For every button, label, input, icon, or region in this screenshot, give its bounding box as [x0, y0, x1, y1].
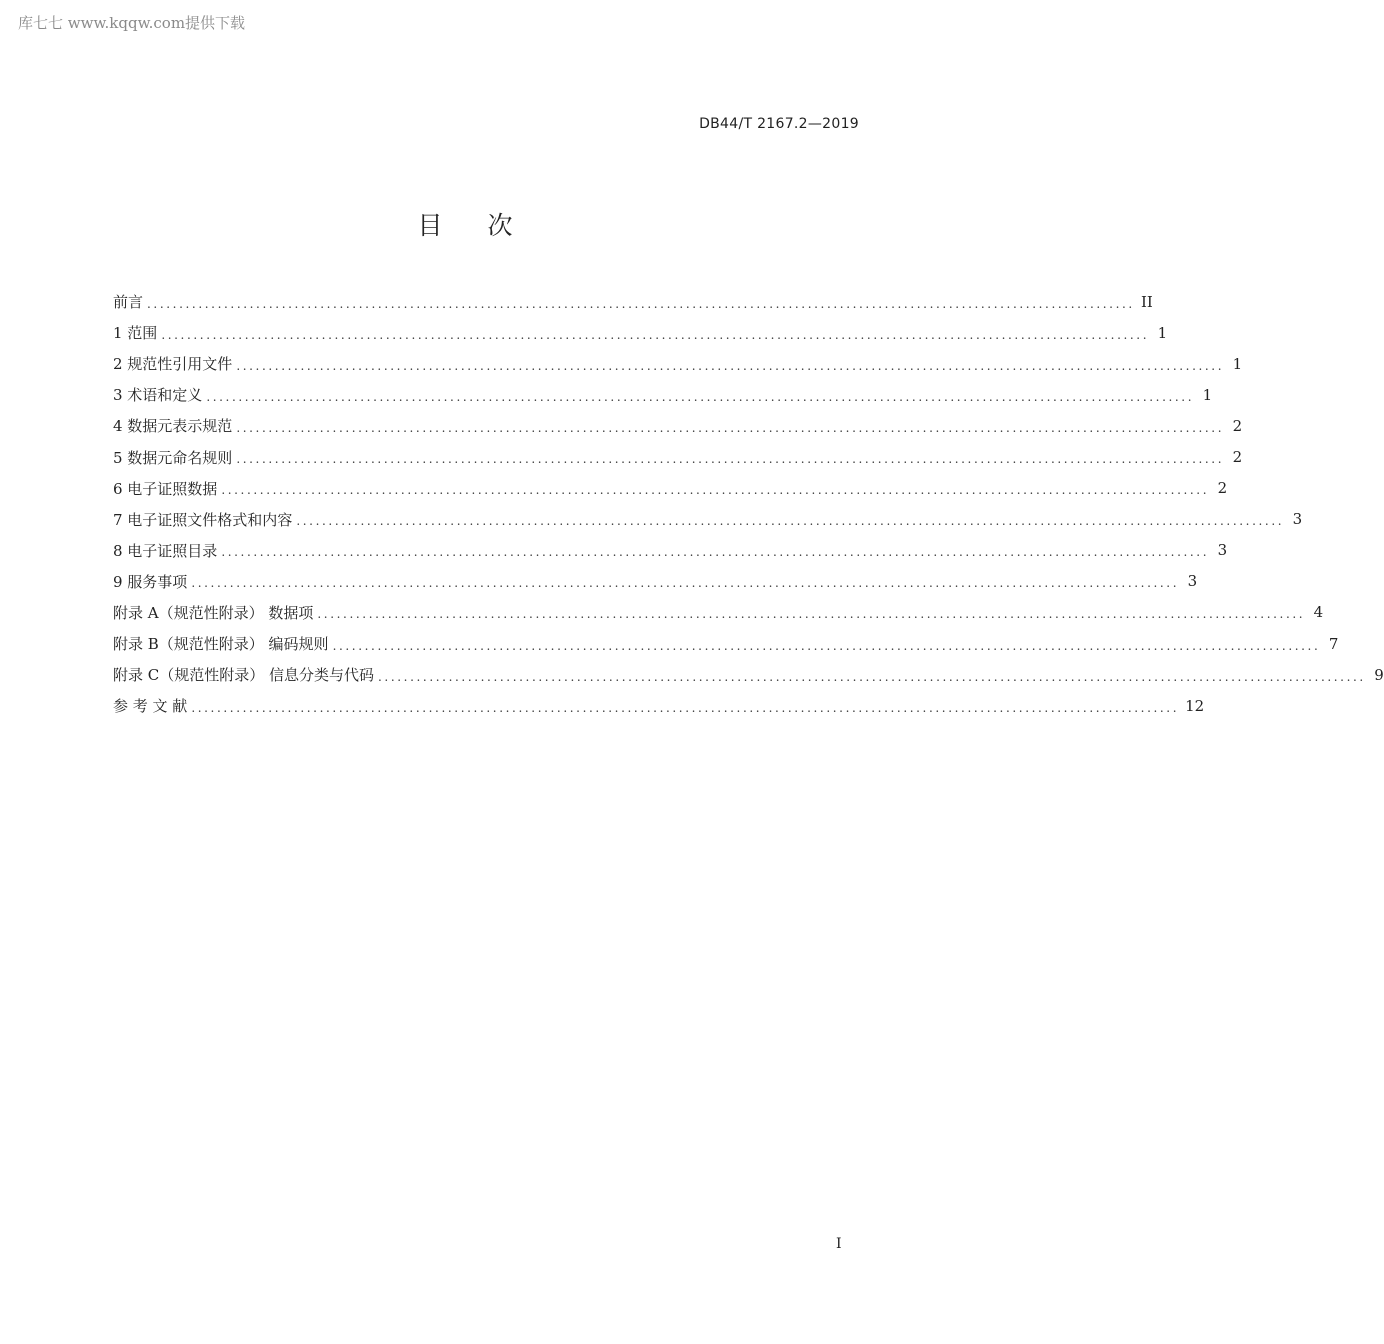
dot-leader: ..........................................................................................................................................................: [317, 607, 1306, 622]
toc-entry-page: 1: [1232, 354, 1243, 373]
toc-entry-label: 参 考 文 献: [113, 697, 188, 716]
toc-entry-page: 9: [1374, 665, 1384, 684]
toc-entry-page: 2: [1232, 416, 1243, 435]
toc-entry-page: 2: [1217, 479, 1228, 498]
page-number: I: [836, 1236, 842, 1252]
toc-entry-service-items[interactable]: [113, 566, 1198, 597]
toc-entry-scope[interactable]: [113, 317, 1168, 348]
toc-entry-page: 3: [1217, 541, 1228, 560]
toc-entry-data-element-representation[interactable]: [113, 410, 1243, 441]
toc-entry-label: 9 服务事项: [113, 572, 188, 591]
toc-entry-appendix-b[interactable]: [113, 628, 1339, 659]
toc-entry-page: 7: [1328, 634, 1339, 653]
toc-entry-label: 2 规范性引用文件: [113, 355, 233, 374]
dot-leader: ..........................................................................................................................................................: [161, 327, 1150, 342]
toc-entry-label: 附录 B（规范性附录） 编码规则: [113, 635, 329, 654]
dot-leader: ..........................................................................................................................................................: [378, 669, 1366, 684]
dot-leader: ..........................................................................................................................................................: [206, 389, 1195, 404]
toc-entry-e-license-file-format[interactable]: [113, 504, 1303, 535]
toc-entry-label: 附录 A（规范性附录） 数据项: [113, 603, 314, 622]
toc-entry-appendix-c[interactable]: [113, 659, 1384, 690]
toc-entry-page: II: [1140, 292, 1153, 311]
toc-entry-label: 1 范围: [113, 324, 158, 343]
toc-entry-foreword[interactable]: [113, 286, 1153, 317]
toc-entry-normative-references[interactable]: [113, 348, 1243, 379]
toc-entry-terms-definitions[interactable]: [113, 379, 1213, 410]
watermark: 库七七 www.kqqw.com提供下载: [18, 14, 246, 32]
toc-entry-page: 12: [1185, 696, 1205, 715]
dot-leader: ..........................................................................................................................................................: [332, 638, 1321, 653]
toc-entry-label: 7 电子证照文件格式和内容: [113, 510, 293, 529]
toc-entry-label: 附录 C（规范性附录） 信息分类与代码: [113, 666, 375, 685]
dot-leader: ..........................................................................................................................................................: [236, 358, 1225, 373]
toc-entry-label: 6 电子证照数据: [113, 479, 218, 498]
toc-entry-page: 3: [1187, 572, 1198, 591]
dot-leader: ..........................................................................................................................................................: [221, 545, 1210, 560]
toc-entry-e-license-data[interactable]: [113, 473, 1228, 504]
standard-code: DB44/T 2167.2—2019: [699, 116, 859, 132]
toc-entry-label: 前言: [113, 293, 144, 312]
toc-entry-page: 3: [1292, 510, 1303, 529]
toc-entry-label: 8 电子证照目录: [113, 541, 218, 560]
dot-leader: ..........................................................................................................................................................: [221, 483, 1210, 498]
toc-entry-label: 5 数据元命名规则: [113, 448, 233, 467]
toc-title: 目次: [417, 211, 558, 240]
dot-leader: ..........................................................................................................................................................: [191, 576, 1180, 591]
toc-entry-appendix-a[interactable]: [113, 597, 1324, 628]
toc-entry-label: 4 数据元表示规范: [113, 417, 233, 436]
toc-entry-page: 1: [1157, 323, 1168, 342]
toc-entry-label: 3 术语和定义: [113, 386, 203, 405]
toc-entry-e-license-catalog[interactable]: [113, 535, 1228, 566]
toc-entry-page: 4: [1313, 603, 1324, 622]
toc-entry-data-element-naming[interactable]: [113, 441, 1243, 472]
dot-leader: ..........................................................................................................................................................: [191, 700, 1180, 715]
toc-entry-bibliography[interactable]: [113, 690, 1205, 721]
toc-entry-page: 2: [1232, 448, 1243, 467]
dot-leader: ..........................................................................................................................................................: [236, 420, 1225, 435]
dot-leader: ..........................................................................................................................................................: [236, 452, 1225, 467]
dot-leader: ..........................................................................................................................................................: [296, 514, 1285, 529]
table-of-contents: [113, 286, 1384, 721]
dot-leader: ..........................................................................................................................................................: [147, 296, 1135, 311]
toc-entry-page: 1: [1202, 385, 1213, 404]
